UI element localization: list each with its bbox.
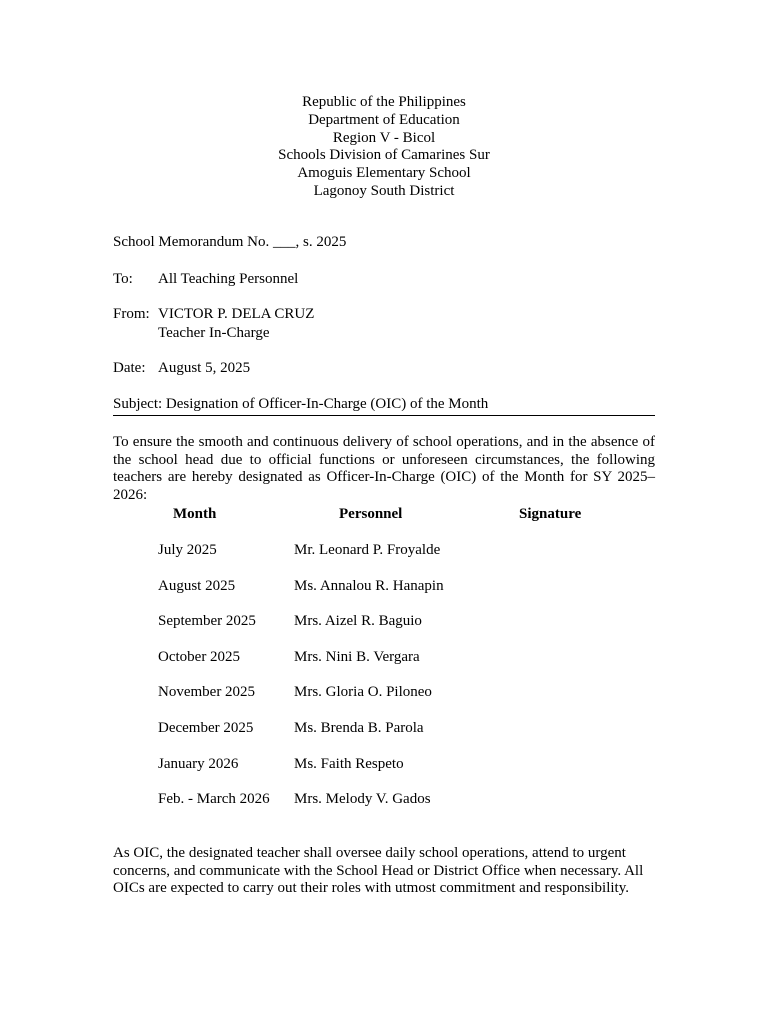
to-label: To: [113, 271, 133, 287]
table-row [113, 719, 655, 755]
row-personnel: Mr. Leonard P. Froyalde [294, 542, 441, 558]
letterhead-line-region: Region V - Bicol [332, 129, 436, 146]
row-personnel: Ms. Brenda B. Parola [294, 719, 424, 736]
from-name: VICTOR P. DELA CRUZ [158, 306, 315, 322]
from-title: Teacher In-Charge [158, 325, 270, 341]
row-personnel: Mrs. Gloria O. Piloneo [294, 684, 432, 701]
row-month: July 2025 [158, 542, 217, 558]
table-row [113, 683, 655, 719]
header-month: Month [173, 506, 217, 522]
oic-table-body [113, 541, 655, 826]
to-value: All Teaching Personnel [158, 271, 299, 287]
letterhead [113, 94, 655, 201]
row-month: December 2025 [158, 719, 254, 736]
row-month: November 2025 [158, 684, 256, 701]
letterhead-line-department: Department of Education [308, 111, 460, 128]
row-month: January 2026 [158, 755, 239, 772]
memo-number: School Memorandum No. ___, s. 2025 [113, 234, 347, 250]
closing-paragraph: As OIC, the designated teacher shall oversee daily school operations, attend to urgent concerns, and communicate with the School Head or District Office when necessary. All OICs are expected to carry out their roles with utmost commitment and responsibility. [113, 845, 644, 897]
row-personnel: Mrs. Nini B. Vergara [294, 648, 420, 665]
table-row [113, 790, 655, 826]
row-month: September 2025 [158, 613, 256, 630]
subject-line: Subject: Designation of Officer-In-Charge (OIC) of the Month [113, 395, 655, 416]
row-personnel: Mrs. Melody V. Gados [294, 791, 431, 808]
table-row [113, 541, 655, 577]
row-personnel: Mrs. Aizel R. Baguio [294, 613, 422, 630]
table-row [113, 612, 655, 648]
row-personnel: Ms. Annalou R. Hanapin [294, 577, 444, 594]
letterhead-line-country: Republic of the Philippines [302, 94, 466, 110]
header-signature: Signature [519, 506, 582, 522]
table-row [113, 577, 655, 613]
row-month: October 2025 [158, 648, 241, 665]
row-month: August 2025 [158, 577, 236, 594]
table-row [113, 755, 655, 791]
row-month: Feb. - March 2026 [158, 791, 270, 808]
intro-paragraph: To ensure the smooth and continuous delivery of school operations, and in the absence of the school head due to official functions or unforeseen circumstances, the following teachers are hereby designated as Officer-In-Charge (OIC) of the Month for SY 2025–2026: [113, 434, 655, 504]
letterhead-line-district: Lagonoy South District [313, 182, 455, 199]
date-value: August 5, 2025 [158, 360, 251, 376]
date-label: Date: [113, 360, 146, 376]
table-row [113, 648, 655, 684]
from-label: From: [113, 306, 150, 322]
row-personnel: Ms. Faith Respeto [294, 755, 404, 772]
letterhead-line-school: Amoguis Elementary School [297, 165, 471, 182]
letterhead-line-division: Schools Division of Camarines Sur [278, 147, 490, 164]
header-personnel: Personnel [339, 506, 403, 522]
